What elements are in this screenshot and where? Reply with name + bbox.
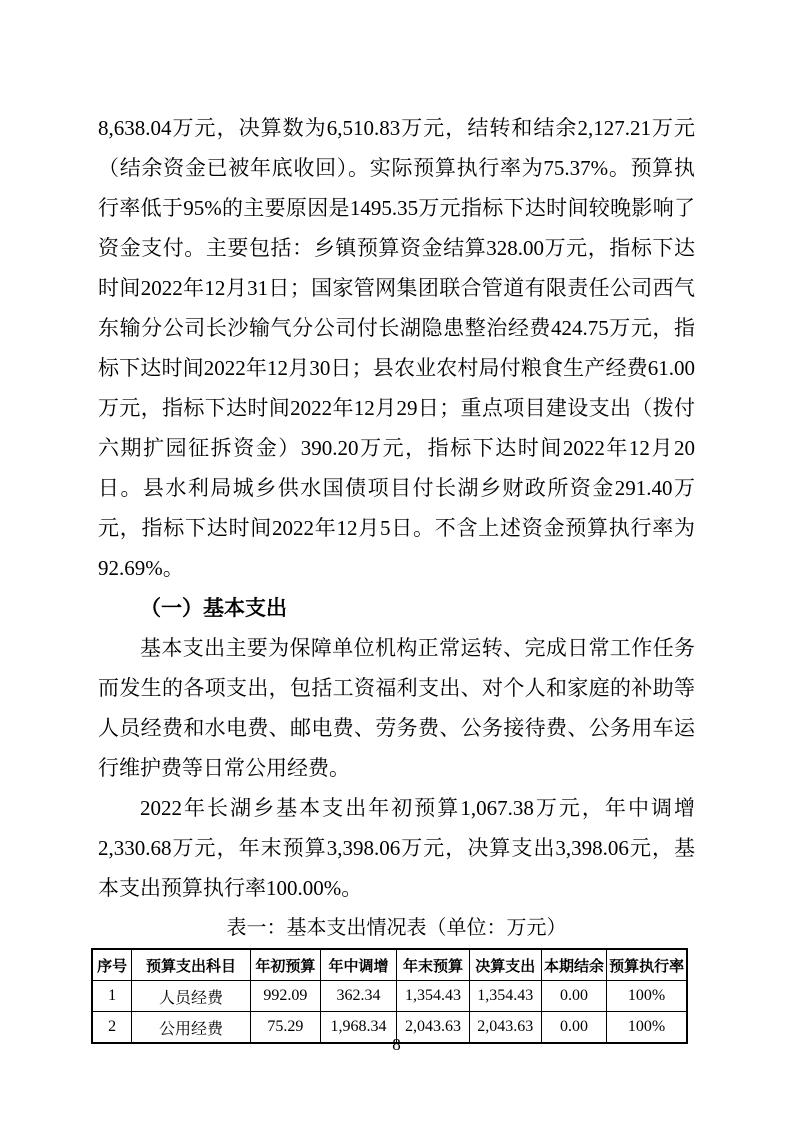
paragraph-budget-execution: 8,638.04万元，决算数为6,510.83万元，结转和结余2,127.21万元（结余资金已被年底收回）。实际预算执行率为75.37%。预算执行率低于95%的主要原因是1495.35万元指标下达时间较晚影响了资金支付。主要包括：乡镇预算资金结算328.00万元，指标下达时间2022年12月31日；国家管网集团联合管道有限责任公司西气东输分公司长沙输气分公司付长湖隐患整治经费424.75万元，指标下达时间2022年12月30日；县农业农村局付粮食生产经费61.00万元，指标下达时间2022年12月29日；重点项目建设支出（拨付六期扩园征拆资金）390.20万元，指标下达时间2022年12月20日。县水利局城乡供水国债项目付长湖乡财政所资金291.40万元，指标下达时间2022年12月5日。不含上述资金预算执行率为92.69%。 xyxy=(98,116,695,580)
table-cell: 1,354.43 xyxy=(397,981,470,1012)
table-cell: 0.00 xyxy=(541,981,606,1012)
paragraph-basic-expenditure-definition: 基本支出主要为保障单位机构正常运转、完成日常工作任务而发生的各项支出，包括工资福利支出、对个人和家庭的补助等人员经费和水电费、邮电费、劳务费、公务接待费、公务用车运行维护费等日常公用经费。 xyxy=(98,636,695,780)
table-cell: 1,354.43 xyxy=(469,981,541,1012)
table-header-cell: 决算支出 xyxy=(469,949,541,981)
table-header-cell: 序号 xyxy=(92,949,132,981)
table-header-cell: 年中调增 xyxy=(320,949,396,981)
table-cell: 100% xyxy=(607,1012,687,1044)
section-heading-basic-expenditure: （一）基本支出 xyxy=(140,596,287,620)
table-header-row xyxy=(92,949,687,981)
table-cell: 人员经费 xyxy=(132,981,251,1012)
table-caption: 表一：基本支出情况表（单位：万元） xyxy=(226,917,567,939)
table-row xyxy=(92,981,687,1012)
table-cell: 2 xyxy=(92,1012,132,1044)
basic-expenditure-table xyxy=(91,948,688,1044)
table-cell: 1 xyxy=(92,981,132,1012)
table-cell: 1,968.34 xyxy=(320,1012,396,1044)
page-content xyxy=(98,108,695,1044)
table-cell: 0.00 xyxy=(541,1012,606,1044)
table-cell: 100% xyxy=(607,981,687,1012)
table-header-cell: 年末预算 xyxy=(397,949,470,981)
table-cell: 362.34 xyxy=(320,981,396,1012)
table-header-cell: 预算执行率 xyxy=(607,949,687,981)
table-cell: 992.09 xyxy=(250,981,320,1012)
table-cell: 2,043.63 xyxy=(397,1012,470,1044)
table-header-cell: 本期结余 xyxy=(541,949,606,981)
table-header-cell: 预算支出科目 xyxy=(132,949,251,981)
table-cell: 2,043.63 xyxy=(469,1012,541,1044)
table-cell: 75.29 xyxy=(250,1012,320,1044)
page-number: 8 xyxy=(392,1035,401,1054)
table-header-row-cells xyxy=(92,949,687,981)
table-cell: 公用经费 xyxy=(132,1012,251,1044)
paragraph-basic-expenditure-figures: 2022年长湖乡基本支出年初预算1,067.38万元，年中调增2,330.68万元，年末预算3,398.06万元，决算支出3,398.06元，基本支出预算执行率100.00%。 xyxy=(98,796,695,900)
table-header-cell: 年初预算 xyxy=(250,949,320,981)
